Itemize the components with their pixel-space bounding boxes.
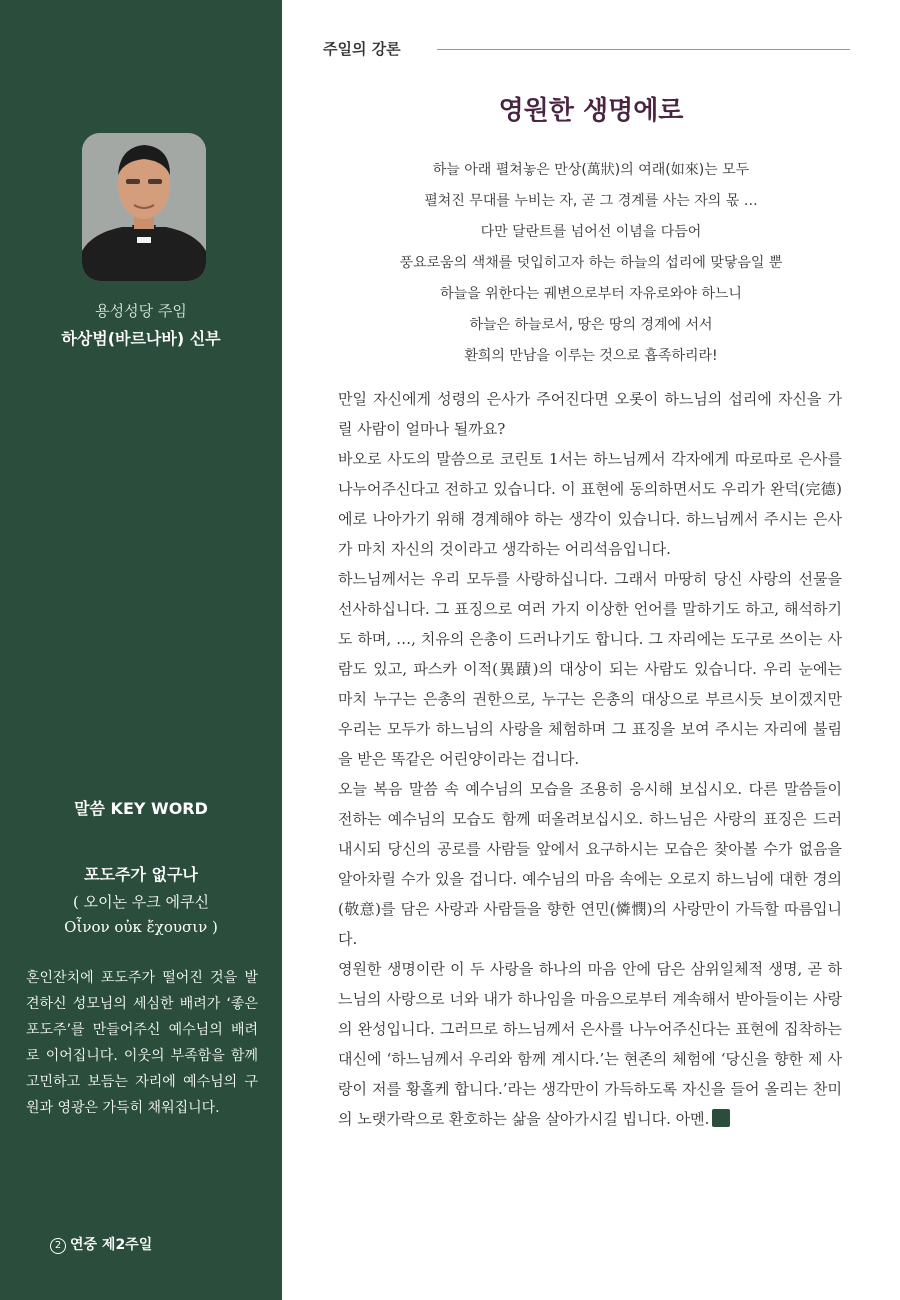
poem-line: 하늘 아래 펼쳐놓은 만상(萬狀)의 여래(如來)는 모두 [432,162,750,178]
keyword-transliteration [0,890,282,940]
poem-line: 펼쳐진 무대를 누비는 자, 곧 그 경계를 사는 자의 몫 … [424,193,758,209]
page-footer [50,1234,152,1254]
paragraph: 만일 자신에게 성령의 은사가 주어진다면 오롯이 하느님의 섭리에 자신을 가릴 사람이 얼마나 될까요? [338,390,842,438]
paragraph: 바오로 사도의 말씀으로 코린토 1서는 하느님께서 각자에게 따로따로 은사를 나누어주신다고 전하고 있습니다. 이 표현에 동의하면서도 우리가 완덕(完德)에로 나아가기 위해 경계해야 하는 생각이 있습니다. 하느님께서 주시는 은사가 마치 자신의 것이라고 생각하는 어리석음입니다. [338,450,842,558]
parish-name: 용성성당 주임 [95,302,187,320]
section-label: 주일의 강론 [323,40,401,58]
end-mark-icon [712,1109,730,1127]
homily-title: 영원한 생명에로 [498,96,684,126]
poem [282,155,900,372]
keyword-title: 말씀 KEY WORD [74,799,208,818]
poem-line: 하늘은 하늘로서, 땅은 땅의 경계에 서서 [469,317,713,333]
keyword-greek-line: Οἶνον οὐκ ἔχουσιν ) [64,918,218,936]
poem-line: 다만 달란트를 넘어선 이념을 다듬어 [480,224,702,240]
paragraph-text: 영원한 생명이란 이 두 사랑을 하나의 마음 안에 담은 삼위일체적 생명, 곧 하느님의 사랑으로 너와 내가 하나임을 마음으로부터 계속해서 받아들이는 사랑의 완성입니다. 그러므로 하느님께서 은사를 나누어주신다는 표현에 집착하는 대신에 ‘하느님께서 우리와 함께 계시다.’는 현존의 체험에 ‘당신을 향한 제 사랑이 저를 황홀케 합니다.’라는 생각만이 가득하도록 자신을 들어 올리는 찬미의 노랫가락으로 환호하는 삶을 살아가시길 빕니다. 아멘. [338,960,842,1128]
keyword-description: 혼인잔치에 포도주가 떨어진 것을 발견하신 성모님의 세심한 배려가 ‘좋은 포도주’를 만들어주신 예수님의 배려로 이어집니다. 이웃의 부족함을 함께 고민하고 보듬는 자리에 예수님의 구원과 영광은 가득히 채워집니다. [26,970,258,1116]
paragraph-last [338,954,842,1134]
header-divider [437,49,850,50]
poem-line: 하늘을 위한다는 궤변으로부터 자유로와야 하느니 [440,286,742,302]
priest-portrait [82,133,206,281]
homily-body [338,384,842,1134]
poem-line: 환희의 만남을 이루는 것으로 흡족하리라! [464,348,718,364]
sidebar [0,0,282,1300]
poem-line: 풍요로움의 색채를 덧입히고자 하는 하늘의 섭리에 맞닿음일 뿐 [399,255,783,271]
liturgical-week: 연중 제2주일 [70,1237,153,1253]
paragraph: 하느님께서는 우리 모두를 사랑하십니다. 그래서 마땅히 당신 사랑의 선물을 선사하십니다. 그 표징으로 여러 가지 이상한 언어를 말하기도 하고, 해석하기도 하며, …, 치유의 은총이 드러나기도 합니다. 그 자리에는 도구로 쓰이는 사람도 있고, 파스카 이적(異蹟)의 대상이 되는 사람도 있습니다. 우리 눈에는 마치 누구는 은총의 권한으로, 누구는 은총의 대상으로 부르시듯 보이겠지만 우리는 모두가 하느님의 사랑을 체험하며 그 표징을 보여 주시는 자리에 불림을 받은 똑같은 어린양이라는 겁니다. [338,570,842,768]
keyword-translit-line: ( 오이논 우크 에쿠신 [72,893,210,911]
page-number: 2 [50,1238,66,1254]
paragraph: 오늘 복음 말씀 속 예수님의 모습을 조용히 응시해 보십시오. 다른 말씀들이 전하는 예수님의 모습도 함께 떠올려보십시오. 하느님은 사랑의 표징은 드러내시되 당신의 공로를 사람들 앞에서 요구하시는 모습은 찾아볼 수가 없음을 알아차릴 수가 있을 겁니다. 예수님의 마음 속에는 오로지 하느님에 대한 경의(敬意)를 담은 사랑과 사람들을 향한 연민(憐憫)의 사랑만이 가득할 따름입니다. [338,780,842,948]
keyword-word: 포도주가 없구나 [84,865,198,884]
priest-name: 하상범(바르나바) 신부 [61,329,221,348]
